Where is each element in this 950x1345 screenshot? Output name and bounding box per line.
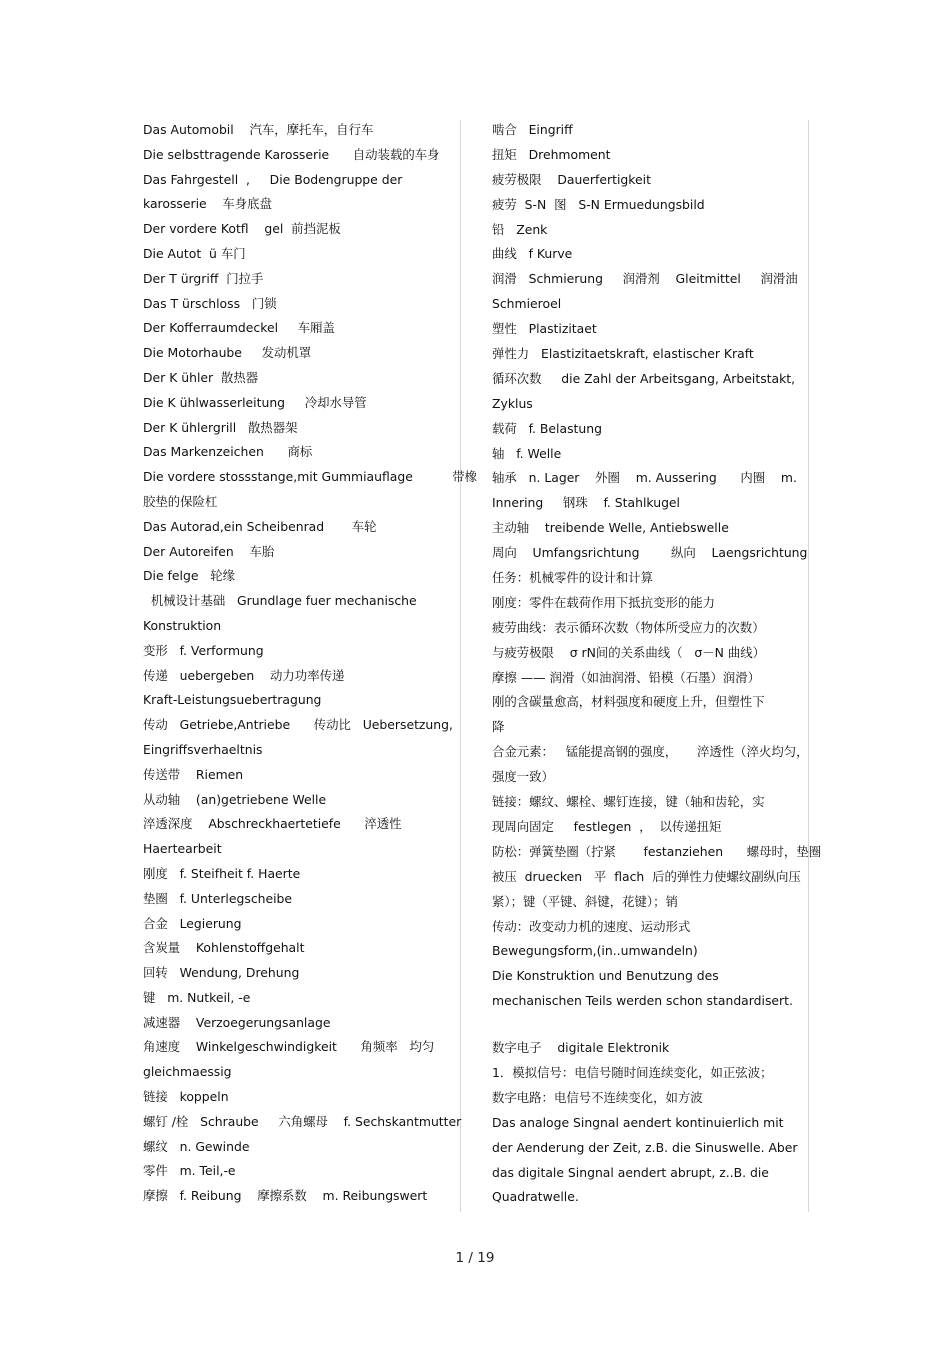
glossary-line: Der T ürgriff 门拉手	[143, 270, 264, 286]
glossary-line: mechanischen Teils werden schon standardisert.	[492, 993, 793, 1009]
glossary-line: Zyklus	[492, 395, 533, 411]
right-column-digital-electronics	[492, 1036, 812, 1210]
glossary-line: 刚度：零件在载荷作用下抵抗变形的能力	[492, 594, 716, 610]
glossary-line: 键 m. Nutkeil, -e	[143, 989, 251, 1005]
glossary-line: 角速度 Winkelgeschwindigkeit 角频率 均匀	[143, 1039, 435, 1055]
glossary-line: 摩擦 f. Reibung 摩擦系数 m. Reibungswert	[143, 1188, 428, 1204]
glossary-line: Das Autorad,ein Scheibenrad 车轮	[143, 518, 377, 534]
glossary-line: 降	[492, 719, 505, 735]
glossary-line: das digitale Singnal aendert abrupt, z..B. die	[492, 1164, 769, 1180]
glossary-line: 轴 f. Welle	[492, 445, 562, 461]
glossary-line: 循环次数 die Zahl der Arbeitsgang, Arbeitstakt,	[492, 370, 796, 386]
glossary-line: 传动 Getriebe,Antriebe 传动比 Uebersetzung,	[143, 717, 453, 733]
glossary-line: 弹性力 Elastizitaetskraft, elastischer Kraft	[492, 346, 754, 362]
glossary-line: 胶垫的保险杠	[143, 493, 218, 509]
glossary-line: Der K ühler 散热器	[143, 369, 259, 385]
glossary-line: 轴承 n. Lager 外圈 m. Aussering 内圈 m.	[492, 470, 797, 486]
glossary-line: gleichmaessig	[143, 1064, 232, 1080]
glossary-line: 被压 druecken 平 flach 后的弹性力使螺纹副纵向压	[492, 868, 801, 884]
glossary-line: Die Motorhaube 发动机罩	[143, 345, 312, 361]
glossary-line: Innering 钢珠 f. Stahlkugel	[492, 495, 680, 511]
glossary-line: 淬透深度 Abschreckhaertetiefe 淬透性	[143, 816, 402, 832]
glossary-line: der Aenderung der Zeit, z.B. die Sinuswelle. Aber	[492, 1139, 798, 1155]
glossary-line: 减速器 Verzoegerungsanlage	[143, 1014, 331, 1030]
glossary-line: Konstruktion	[143, 617, 222, 633]
glossary-line: karosserie 车身底盘	[143, 196, 272, 212]
glossary-line: 啮合 Eingriff	[492, 122, 573, 137]
glossary-line: 主动轴 treibende Welle, Antiebswelle	[492, 520, 729, 536]
glossary-line: 1．模拟信号：电信号随时间连续变化，如正弦波；	[492, 1064, 773, 1080]
glossary-line: Schmieroel	[492, 296, 562, 312]
glossary-line: 任务：机械零件的设计和计算	[492, 570, 654, 586]
glossary-line: 扭矩 Drehmoment	[492, 146, 611, 162]
glossary-line: 疲劳曲线：表示循环次数（物体所受应力的次数）	[492, 619, 765, 635]
glossary-line: 零件 m. Teil,-e	[143, 1163, 236, 1179]
glossary-line: Das Markenzeichen 商标	[143, 444, 313, 460]
glossary-line: 链接 koppeln	[143, 1089, 229, 1105]
glossary-line: Kraft-Leistungsuebertragung	[143, 692, 322, 708]
glossary-line: Der Autoreifen 车胎	[143, 543, 275, 559]
glossary-line: Quadratwelle.	[492, 1189, 579, 1205]
glossary-line: Das Automobil 汽车，摩托车，自行车	[143, 122, 374, 137]
glossary-line: 垫圈 f. Unterlegscheibe	[143, 890, 293, 906]
glossary-line: 合金元素： 锰能提高钢的强度， 淬透性（淬火均匀，	[492, 744, 809, 760]
glossary-line: Eingriffsverhaeltnis	[143, 741, 263, 757]
glossary-line: Der vordere Kotfl gel 前挡泥板	[143, 221, 341, 237]
glossary-line: 机械设计基础 Grundlage fuer mechanische	[143, 593, 417, 609]
glossary-line: 含炭量 Kohlenstoffgehalt	[143, 940, 305, 956]
glossary-line: Die vordere stossstange,mit Gummiauflage 带橡	[143, 469, 478, 485]
glossary-line: 铅 Zenk	[492, 221, 548, 237]
glossary-line: Haertearbeit	[143, 841, 222, 857]
glossary-line: 防松：弹簧垫圈（拧紧 festanziehen 螺母时，垫圈	[492, 843, 822, 859]
glossary-line: 从动轴 (an)getriebene Welle	[143, 791, 327, 807]
glossary-line: Der Kofferraumdeckel 车厢盖	[143, 320, 335, 336]
glossary-line: 螺纹 n. Gewinde	[143, 1138, 250, 1154]
glossary-line: Die Konstruktion und Benutzung des	[492, 968, 719, 984]
glossary-line: Das T ürschloss 门锁	[143, 295, 277, 311]
glossary-line: 螺钉 /栓 Schraube 六角螺母 f. Sechskantmutter	[143, 1113, 462, 1129]
right-column	[492, 118, 822, 1210]
glossary-line: 传送带 Riemen	[143, 766, 244, 782]
glossary-line: 紧）；键（平键、斜键，花键）；销	[492, 893, 678, 909]
glossary-line: Die selbsttragende Karosserie 自动装载的车身	[143, 146, 440, 162]
glossary-line: 曲线 f Kurve	[492, 246, 573, 262]
glossary-line: 现周向固定 festlegen ， 以传递扭矩	[492, 818, 722, 834]
glossary-line: 载荷 f. Belastung	[492, 420, 602, 436]
page-number: 1 / 19	[455, 1250, 495, 1266]
glossary-line: Die Autot ü 车门	[143, 245, 246, 261]
section-gap	[492, 1014, 812, 1036]
glossary-line: 摩擦 —— 润滑（如油润滑、铅模（石墨）润滑）	[492, 669, 761, 685]
glossary-line: Das analoge Singnal aendert kontinuierlich mit	[492, 1114, 784, 1130]
glossary-line: 链接：螺纹、螺栓、螺钉连接，键（轴和齿轮，实	[492, 794, 765, 810]
glossary-line: 润滑 Schmierung 润滑剂 Gleitmittel 润滑油	[492, 271, 798, 287]
glossary-line: 周向 Umfangsrichtung 纵向 Laengsrichtung	[492, 545, 808, 561]
glossary-line: Das Fahrgestell , Die Bodengruppe der	[143, 171, 403, 187]
glossary-line: 合金 Legierung	[143, 915, 242, 931]
glossary-line: 回转 Wendung, Drehung	[143, 965, 300, 981]
glossary-line: Die felge 轮缘	[143, 568, 236, 584]
left-column	[143, 118, 478, 1209]
glossary-line: 变形 f. Verformung	[143, 642, 264, 658]
glossary-line: 传递 uebergeben 动力功率传递	[143, 667, 345, 683]
glossary-line: Der K ühlergrill 散热器架	[143, 419, 298, 435]
right-column-mechanics	[492, 118, 822, 1014]
glossary-line: 与疲劳极限 σ rN间的关系曲线（ σ－N 曲线）	[492, 644, 766, 660]
glossary-line: 刚度 f. Steifheit f. Haerte	[143, 865, 301, 881]
glossary-line: Die K ühlwasserleitung 冷却水导管	[143, 394, 367, 410]
glossary-line: 刚的含碳量愈高，材料强度和硬度上升，但塑性下	[492, 694, 765, 710]
glossary-line: 传动：改变动力机的速度、运动形式	[492, 918, 691, 934]
glossary-line: 塑性 Plastizitaet	[492, 321, 597, 337]
glossary-line: 疲劳极限 Dauerfertigkeit	[492, 171, 651, 187]
glossary-line: 疲劳 S-N 图 S-N Ermuedungsbild	[492, 196, 705, 212]
glossary-line: 数字电路：电信号不连续变化，如方波	[492, 1089, 703, 1105]
glossary-line: Bewegungsform,(in..umwandeln)	[492, 943, 698, 959]
glossary-line: 强度一致）	[492, 769, 554, 785]
glossary-line: 数字电子 digitale Elektronik	[492, 1040, 670, 1056]
